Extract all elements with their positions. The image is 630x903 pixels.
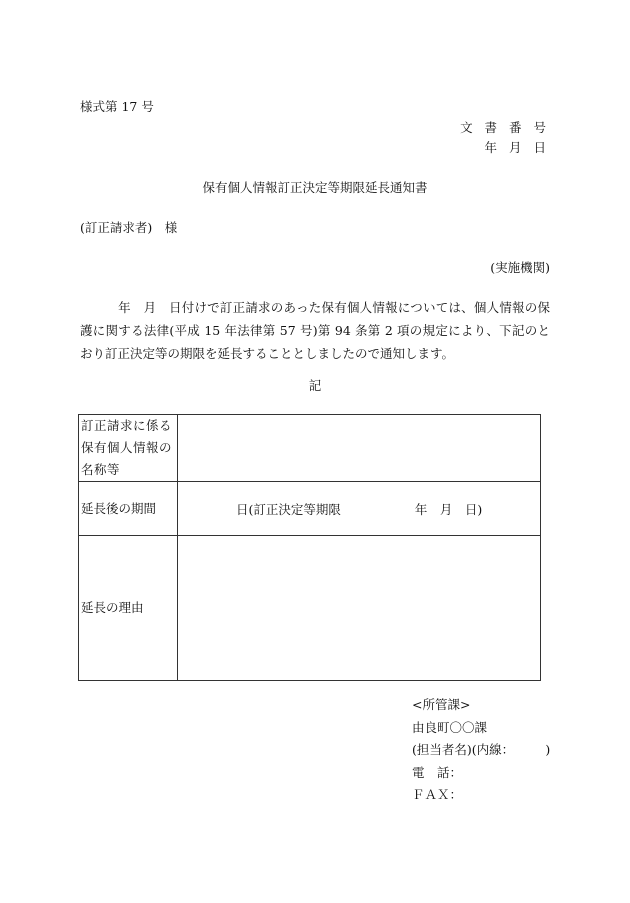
contact-department: 由良町〇〇課 [412,719,488,735]
record-heading: 記 [308,378,322,393]
table-row-extension-reason [79,536,541,681]
recipient: (訂正請求者) 様 [80,220,178,235]
contact-phone: 電 話： [412,764,463,780]
info-name-label: 訂正請求に係る保有個人情報の名称等 [81,418,173,477]
info-name-label-cell [79,415,178,482]
document-date: 年 月 日 [484,140,550,155]
period-day-text: 日(訂正決定等期限 [236,501,341,517]
extension-reason-value-cell [178,536,541,681]
extension-reason-label: 延長の理由 [79,536,178,681]
info-table [78,414,541,681]
contact-section: <所管課> [412,697,471,712]
body-paragraph: 年 月 日付けで訂正請求のあった保有個人情報については、個人情報の保護に関する法律(平成 15 年法律第 57 号)第 94 条第 2 項の規定により、下記のとおり訂正決定等の期限を延長することとしましたので通知します。 [80,300,550,361]
implementing-agency: (実施機関) [490,260,550,275]
extended-period-value-cell [178,482,541,536]
table-row-info-name [79,415,541,482]
info-name-value-cell [178,415,541,482]
form-number: 様式第 17 号 [80,99,154,114]
period-deadline-date: 年 月 日) [414,501,483,517]
extended-period-label: 延長後の期間 [79,482,178,536]
contact-person: (担当者名)(内線： ) [412,742,551,757]
table-row-extended-period [79,482,541,536]
contact-block [412,694,550,807]
contact-fax: ＦＡＸ： [412,787,463,802]
document-number: 文 書 番 号 [460,120,550,135]
document-title: 保有個人情報訂正決定等期限延長通知書 [202,180,428,195]
